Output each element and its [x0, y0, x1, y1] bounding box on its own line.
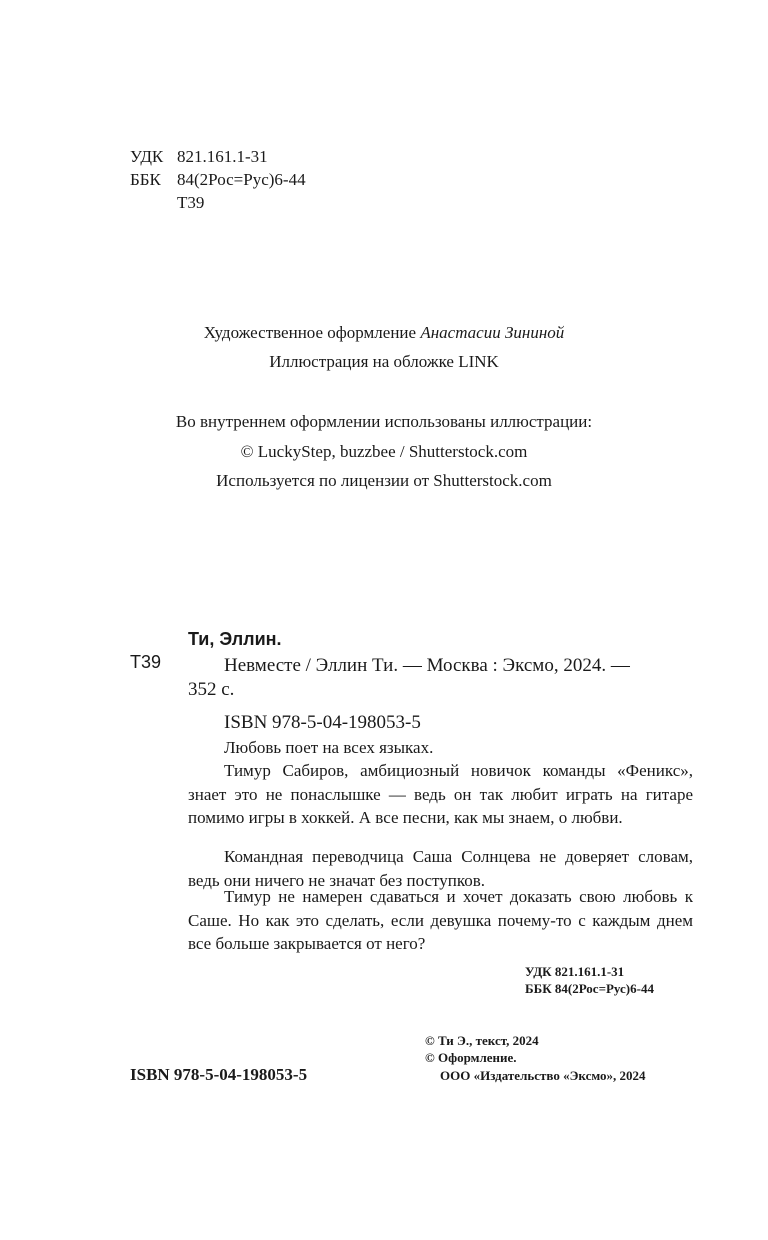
author-mark-side: Т39	[130, 652, 162, 672]
cover-illustration-credit: Иллюстрация на обложке LINK	[269, 352, 499, 371]
catalog-isbn: ISBN 978-5-04-198053-5	[224, 712, 421, 733]
udk-label: УДК	[130, 147, 164, 166]
design-credit	[0, 322, 768, 344]
title-line-2: 352 с.	[188, 679, 235, 700]
tagline: Любовь поет на всех языках.	[224, 738, 434, 757]
design-credit-prefix: Художественное оформление	[203, 323, 417, 342]
footer-isbn: ISBN 978-5-04-198053-5	[130, 1065, 308, 1084]
copyright-design: © Оформление.	[425, 1050, 517, 1065]
author-heading: Ти, Эллин.	[188, 629, 282, 649]
author-mark-top: Т39	[177, 193, 205, 212]
annotation-paragraph-3: Тимур не намерен сдаваться и хочет доказать свою любовь к Саше. Но как это сделать, если девушка почему-то с каждым днем все больше закрывается от него?	[188, 887, 693, 953]
copyright-text: © Ти Э., текст, 2024	[425, 1033, 539, 1048]
annotation-paragraph-2: Командная переводчица Саша Солнцева не доверяет словам, ведь они ничего не значат без поступков.	[188, 847, 693, 890]
license-line: Используется по лицензии от Shutterstock.com	[216, 471, 552, 490]
design-credit-name: Анастасии Зининой	[420, 323, 565, 342]
title-line-1: Невместе / Эллин Ти. — Москва : Эксмо, 2024. —	[224, 655, 630, 676]
udk-bold: УДК 821.161.1-31	[525, 964, 625, 979]
publisher-line: ООО «Издательство «Эксмо», 2024	[440, 1068, 646, 1083]
illustration-copyright: © LuckyStep, buzzbee / Shutterstock.com	[240, 442, 528, 461]
bbk-label: ББК	[130, 170, 161, 189]
interior-illustrations-line: Во внутреннем оформлении использованы иллюстрации:	[175, 412, 593, 431]
bbk-value: 84(2Рос=Рус)6-44	[177, 170, 306, 189]
bbk-bold: ББК 84(2Рос=Рус)6-44	[525, 981, 654, 996]
udk-value: 821.161.1-31	[177, 147, 268, 166]
annotation-paragraph-1: Тимур Сабиров, амбициозный новичок команды «Феникс», знает это не понаслышке — ведь он так любит играть на гитаре помимо игры в хоккей. А все песни, как мы знаем, о любви.	[188, 761, 693, 827]
